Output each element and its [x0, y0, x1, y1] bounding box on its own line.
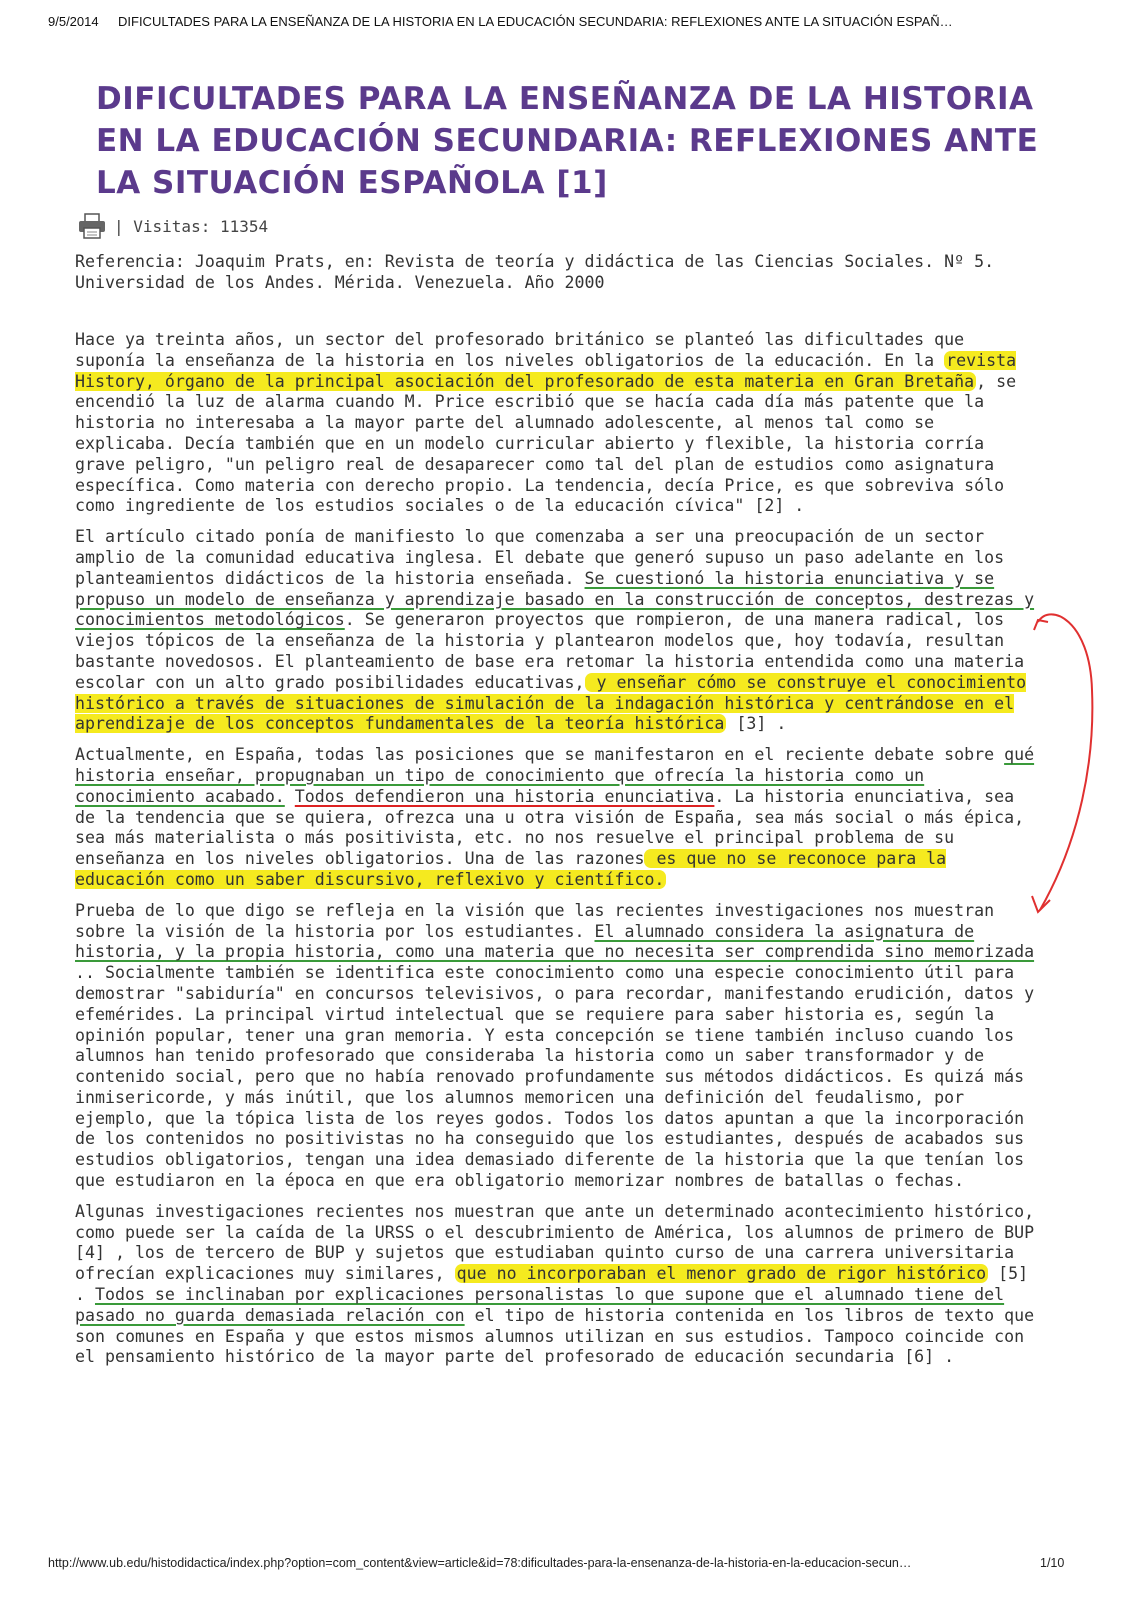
highlight: y enseñar cómo se construye el conocimiento histórico a través de situaciones de simulación de la indagación histórica y centrándose en el aprendizaje de los conceptos fundamentales de la teoría histórica [75, 672, 1027, 734]
paragraph-3: Actualmente, en España, todas las posiciones que se manifestaron en el reciente debate sobre qué historia enseñar, propugnaban un tipo de conocimiento que ofrecía la historia como un conocimiento acabado. Todos defendieron una historia enunciativa. La historia enunciativa, sea de la tendencia que se quiera, ofrezca una u otra visión de España, sea más social o más épica, sea más materialista o más positivista, etc. no nos resuelve el principal problema de su enseñanza en los niveles obligatorios. Una de las razones es que no se reconoce para la educación como un saber discursivo, reflexivo y científico. [75, 745, 1035, 889]
paragraph-5: Algunas investigaciones recientes nos muestran que ante un determinado acontecimiento histórico, como puede ser la caída de la URSS o el descubrimiento de América, los alumnos de primero de BUP [4] , los de tercero de BUP y sujetos que estudiaban quinto curso de una carrera universitaria ofrecían explicaciones muy similares, que no incorporaban el menor grado de rigor histórico [5] . Todos se inclinaban por explicaciones personalistas lo que supone que el alumnado tiene del pasado no guarda demasiada relación con el tipo de historia contenida en los libros de texto que son comunes en España y que estos mismos alumnos utilizan en sus estudios. Tampoco coincide con el pensamiento histórico de la mayor parte del profesorado de educación secundaria [6] . [75, 1201, 1035, 1367]
paragraph-2: El artículo citado ponía de manifiesto lo que comenzaba a ser una preocupación de un sector amplio de la comunidad educativa inglesa. El debate que generó supuso un paso adelante en los planteamientos didácticos de la historia enseñada. Se cuestionó la historia enunciativa y se propuso un modelo de enseñanza y aprendizaje basado en la construcción de conceptos, destrezas y conocimientos metodológicos. Se generaron proyectos que rompieron, de una manera radical, los viejos tópicos de la enseñanza de la historia y plantearon modelos que, hoy todavía, resultan bastante novedosos. El planteamiento de base era retomar la historia entendida como una materia escolar con un alto grado posibilidades educativas, y enseñar cómo se construye el conocimiento histórico a través de situaciones de simulación de la indagación histórica y centrándose en el aprendizaje de los conceptos fundamentales de la teoría histórica [3] . [75, 527, 1035, 734]
page-number: 1/10 [1040, 1556, 1065, 1570]
visit-count: | Visitas: 11354 [114, 216, 269, 236]
article-meta [78, 212, 268, 240]
print-date: 9/5/2014 [48, 14, 99, 29]
green-underline: qué historia enseñar, propugnaban un tipo de conocimiento que ofrecía la historia como un conocimiento acabado. [75, 745, 1035, 806]
print-page-title: DIFICULTADES PARA LA ENSEÑANZA DE LA HISTORIA EN LA EDUCACIÓN SECUNDARIA: REFLEXIONES ANTE LA SITUACIÓN ESPAÑ… [118, 14, 953, 29]
paragraph-4: Prueba de lo que digo se refleja en la visión que las recientes investigaciones nos muestran sobre la visión de la historia por los estudiantes. El alumnado considera la asignatura de historia, y la propia historia, como una materia que no necesita ser comprendida sino memorizada .. Socialmente también se identifica este conocimiento como una especie conocimiento útil para demostrar "sabiduría" en concursos televisivos, o para recordar, manifestando erudición, datos y efemérides. La principal virtud intelectual que se requiere para saber historia es, según la opinión popular, tener una gran memoria. Y esta concepción se tiene también incluso cuando los alumnos han tenido profesorado que consideraba la historia como un saber transformador y de contenido social, pero que no había renovado profundamente sus métodos didácticos. Es quizá más inmisericorde, y más inútil, que los alumnos memoricen una definición del feudalismo, por ejemplo, que la tópica lista de los reyes godos. Todos los datos apuntan a que la incorporación de los contenidos no positivistas no ha conseguido que los estudiantes, después de acabados sus estudios obligatorios, tengan una idea demasiado diferente de la historia que la que tenían los que estudiaron en la época en que era obligatorio memorizar nombres de batallas o fechas. [75, 900, 1035, 1191]
red-underline: Todos defendieron una historia enunciativa [294, 786, 715, 806]
highlight: revista History, órgano de la principal asociación del profesorado de esta materia en Gran Bretaña [75, 350, 1017, 391]
highlight: que no incorporaban el menor grado de rigor histórico [456, 1264, 987, 1284]
article-body [75, 330, 1040, 1378]
green-underline: Se cuestionó la historia enunciativa y se propuso un modelo de enseñanza y aprendizaje basado en la construcción de conceptos, destrezas y conocimientos metodológicos [75, 568, 1035, 630]
article-title: DIFICULTADES PARA LA ENSEÑANZA DE LA HISTORIA EN LA EDUCACIÓN SECUNDARIA: REFLEXIONES ANTE LA SITUACIÓN ESPAÑOLA [1] [96, 81, 1039, 201]
printer-icon[interactable] [78, 213, 106, 239]
paragraph-1: Hace ya treinta años, un sector del profesorado británico se planteó las dificultades que suponía la enseñanza de la historia en los niveles obligatorios de la educación. En la revista History, órgano de la principal asociación del profesorado de esta materia en Gran Bretaña , se encendió la luz de alarma cuando M. Price escribió que se hacía cada día más patente que la historia no interesaba a la mayor parte del alumnado adolescente, al menos tal como se explicaba. Decía también que en un modelo curricular abierto y flexible, la historia corría grave peligro, "un peligro real de desaparecer como tal del plan de estudios como asignatura específica. Como materia con derecho propio. La tendencia, decía Price, es que sobreviva sólo como ingrediente de los estudios sociales o de la educación cívica" [2] . [75, 330, 1017, 516]
green-underline: Todos se inclinaban por explicaciones personalistas lo que supone que el alumnado tiene del pasado no guarda demasiada relación con [75, 1285, 1005, 1325]
handwritten-arrow [1020, 600, 1100, 930]
article-reference: Referencia: Joaquim Prats, en: Revista de teoría y didáctica de las Ciencias Sociales. Nº 5. Universidad de los Andes. Mérida. Venezuela. Año 2000 [75, 252, 995, 292]
print-footer [0, 1548, 1133, 1578]
highlight: es que no se reconoce para la educación como un saber discursivo, reflexivo y científico. [75, 849, 947, 889]
page-url: http://www.ub.edu/histodidactica/index.php?option=com_content&view=article&id=78:dificultades-para-la-ensenanza-de-la-historia-en-la-educacion-secun… [48, 1556, 912, 1570]
print-header [0, 0, 1133, 34]
green-underline: El alumnado considera la asignatura de historia, y la propia historia, como una materia que no necesita ser comprendida sino memorizada [75, 921, 1035, 962]
